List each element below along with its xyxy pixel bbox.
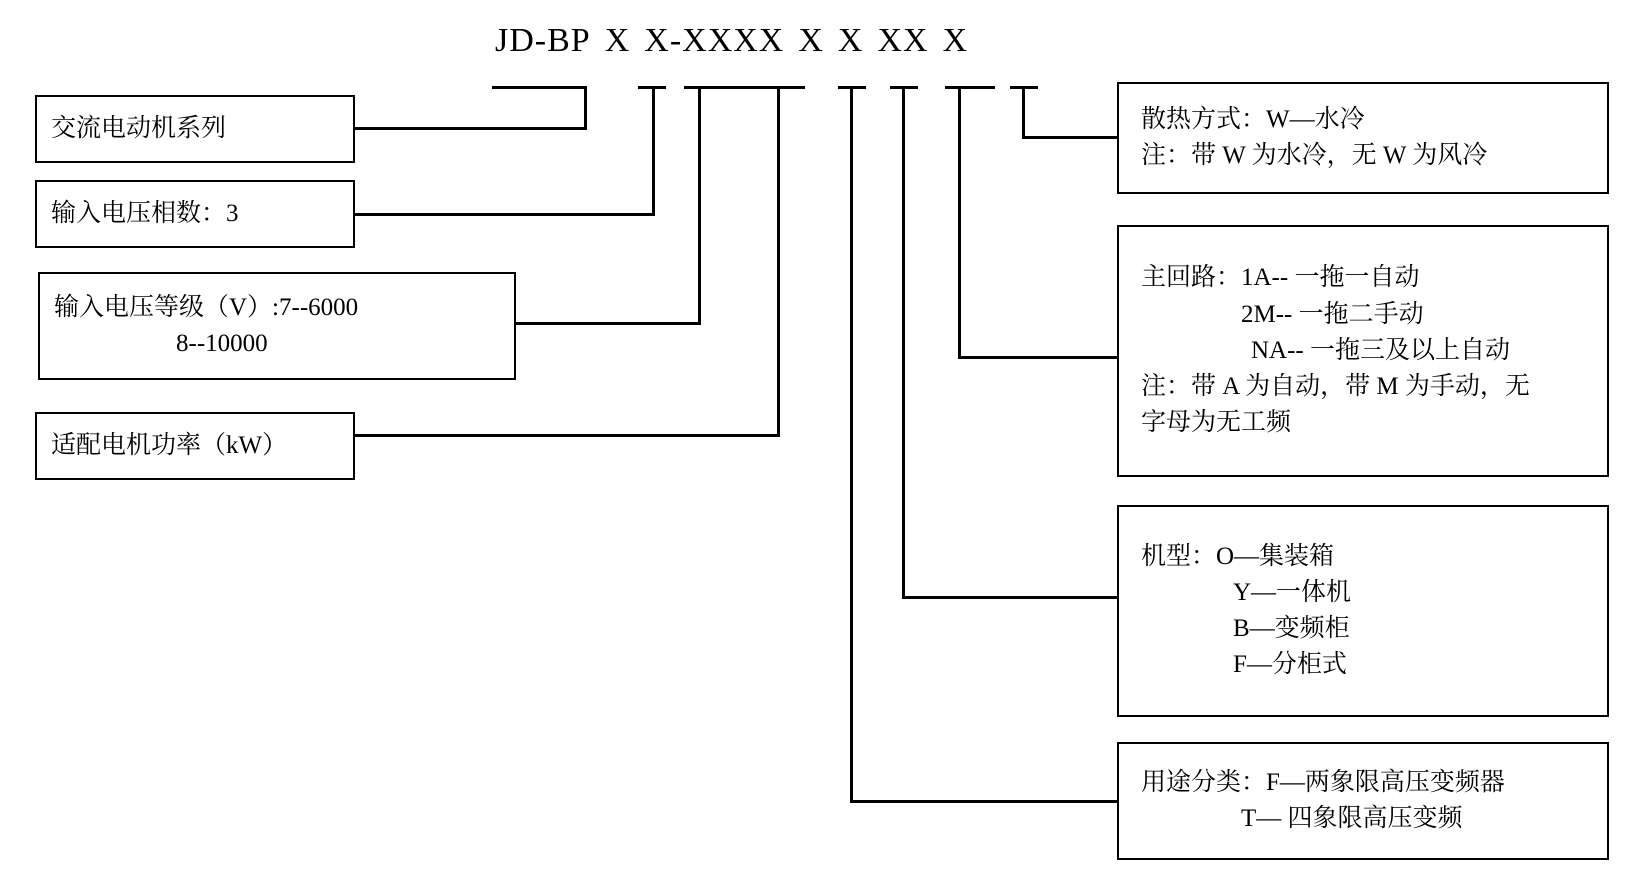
underline-series [492, 86, 587, 89]
leader-usage-horizontal [850, 800, 1119, 803]
box-series [35, 95, 355, 163]
box-power-line-1: 适配电机功率（kW） [51, 431, 288, 459]
model-code-text [495, 22, 968, 60]
box-machine-type-line-4: F—分柜式 [1233, 651, 1347, 679]
leader-usage-vertical [850, 88, 853, 802]
box-machine-type-line-3: B—变频柜 [1233, 615, 1350, 642]
code-part-phase: X [604, 22, 631, 59]
underline-voltage [684, 86, 712, 89]
code-part-usage: X [837, 22, 864, 59]
code-part-voltage: X-XXXX [644, 22, 785, 59]
leader-machine-type-horizontal [902, 596, 1119, 599]
box-main-circuit [1117, 225, 1609, 477]
box-series-line-1: 交流电动机系列 [51, 114, 227, 142]
box-phase-line-1: 输入电压相数：3 [51, 199, 239, 227]
leader-machine-type-vertical [902, 88, 905, 598]
leader-power-horizontal [355, 434, 780, 437]
box-voltage-line-1: 输入电压等级（V）:7--6000 [54, 293, 359, 321]
box-main-circuit-line-2: 2M-- 一拖二手动 [1241, 300, 1424, 328]
underline-power [712, 86, 805, 89]
box-main-circuit-line-5: 字母为无工频 [1141, 409, 1292, 437]
box-machine-type-line-1: 机型：O—集装箱 [1141, 542, 1335, 570]
leader-main-circuit-horizontal [958, 356, 1119, 359]
box-usage-line-1: 用途分类：F—两象限高压变频器 [1141, 768, 1505, 796]
leader-voltage-vertical [698, 88, 701, 325]
box-power [35, 412, 355, 480]
leader-cooling-vertical [1022, 88, 1025, 138]
underline-phase [638, 86, 666, 89]
code-part-power: X [798, 22, 824, 59]
leader-voltage-horizontal [516, 322, 701, 325]
leader-cooling-horizontal [1022, 136, 1119, 139]
leader-series-horizontal [355, 127, 587, 130]
code-part-machine-type: XX [877, 22, 929, 59]
box-cooling-line-2: 注：带 W 为水冷，无 W 为风冷 [1141, 142, 1488, 169]
code-part-series: JD-BP [495, 22, 591, 59]
leader-phase-horizontal [355, 213, 655, 216]
underline-main-circuit [945, 86, 995, 89]
leader-main-circuit-vertical [958, 88, 961, 358]
box-phase [35, 180, 355, 248]
box-usage-line-2: T— 四象限高压变频 [1241, 805, 1463, 832]
box-machine-type [1117, 505, 1609, 717]
code-part-cooling: X [942, 22, 969, 59]
box-usage [1117, 742, 1609, 860]
box-main-circuit-line-3: NA-- 一拖三及以上自动 [1251, 336, 1511, 364]
leader-series-vertical [584, 88, 587, 130]
box-machine-type-line-2: Y—一体机 [1233, 578, 1352, 606]
box-voltage-line-2: 8--10000 [176, 330, 268, 357]
box-cooling-line-1: 散热方式：W—水冷 [1141, 105, 1365, 133]
leader-phase-vertical [652, 88, 655, 216]
box-main-circuit-line-1: 主回路：1A-- 一拖一自动 [1141, 264, 1420, 292]
box-main-circuit-line-4: 注：带 A 为自动，带 M 为手动，无 [1141, 373, 1530, 401]
box-cooling [1117, 82, 1609, 194]
leader-power-vertical [777, 88, 780, 437]
box-voltage [38, 272, 516, 380]
